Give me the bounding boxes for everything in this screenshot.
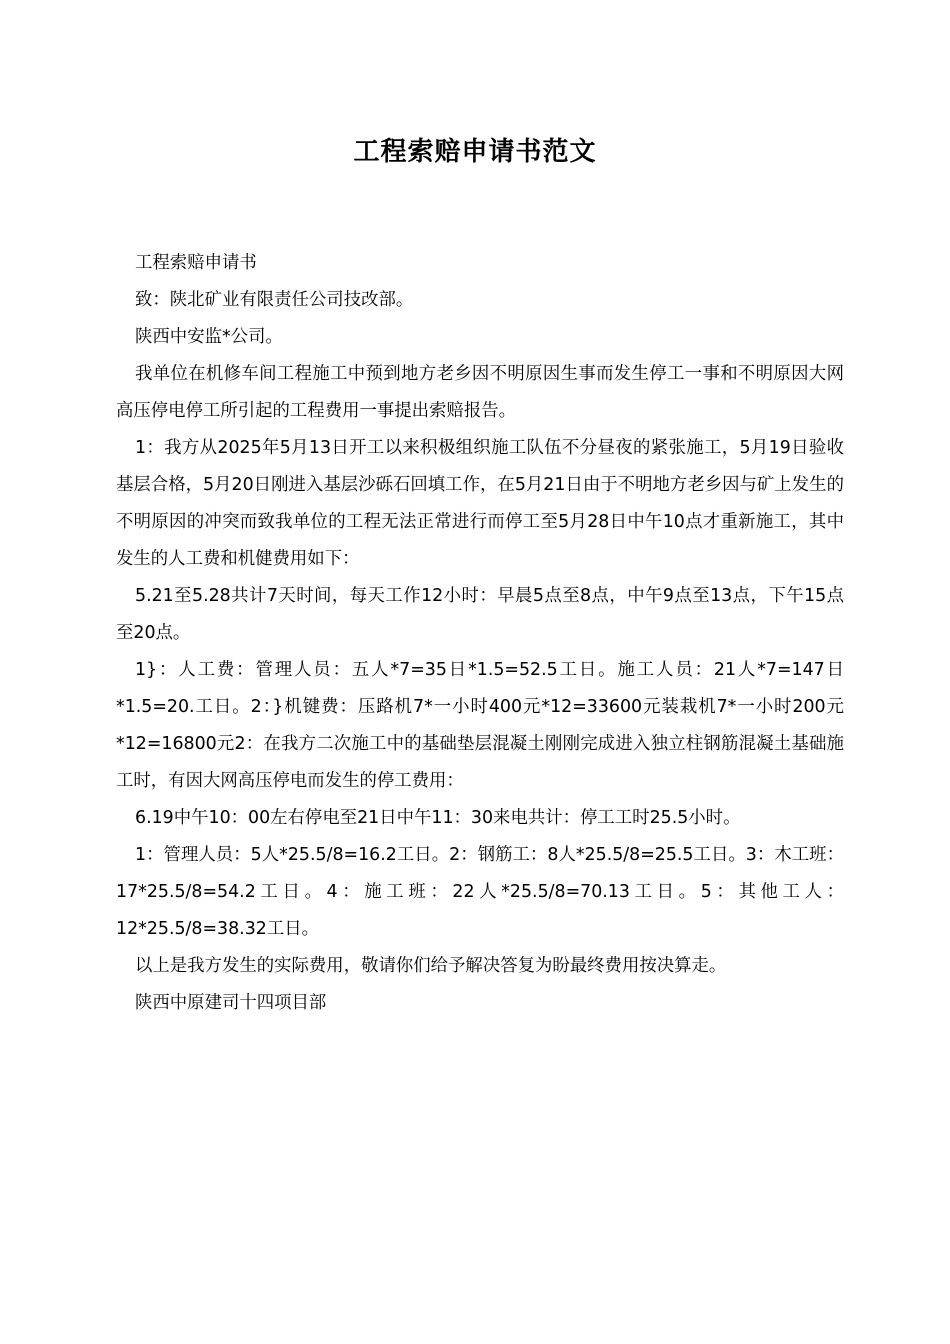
- paragraph-labor-breakdown: 1：管理人员：5人*25.5/8=16.2工日。2：钢筋工：8人*25.5/8=25.5工日。3：木工班：17*25.5/8=54.2工日。4：施工班：22人*25.5/8=70.13工日。5：其他工人：12*25.5/8=38.32工日。: [116, 845, 844, 939]
- document-body: [116, 245, 844, 1022]
- paragraph-claim-1: 1：我方从2025年5月13日开工以来积极组织施工队伍不分昼夜的紧张施工，5月19日验收基层合格，5月20日刚进入基层沙砾石回填工作，在5月21日由于不明地方老乡因与矿上发生的不明原因的冲突而致我单位的工程无法正常进行而停工至5月28日中午10点才重新施工，其中发生的人工费和机健费用如下：: [116, 438, 844, 569]
- paragraph-costs: 1}：人工费：管理人员：五人*7=35日*1.5=52.5工日。施工人员：21人*7=147日*1.5=20.工日。2：}机键费：压路机7*一小时400元*12=33600元装栽机7*一小时200元*12=16800元2：在我方二次施工中的基础垫层混凝土刚刚完成进入独立柱钢筋混凝土基础施工时，有因大网高压停电而发生的停工费用：: [116, 660, 844, 791]
- paragraph-intro: 我单位在机修车间工程施工中预到地方老乡因不明原因生事而发生停工一事和不明原因大网高压停电停工所引起的工程费用一事提出索赔报告。: [116, 364, 844, 421]
- paragraph-work-hours: 5.21至5.28共计7天时间，每天工作12小时：早晨5点至8点，中午9点至13点，下午15点至20点。: [116, 586, 844, 643]
- paragraph-signature: 陕西中原建司十四项目部: [135, 993, 327, 1013]
- paragraph-heading: 工程索赔申请书: [135, 253, 257, 273]
- paragraph-addressee: 致：陕北矿业有限责任公司技改部。: [135, 290, 414, 310]
- paragraph-closing: 以上是我方发生的实际费用，敬请你们给予解决答复为盼最终费用按决算走。: [135, 956, 727, 976]
- paragraph-outage: 6.19中午10：00左右停电至21日中午11：30来电共计：停工工时25.5小时。: [135, 808, 741, 828]
- paragraph-cc: 陕西中安监*公司。: [135, 327, 283, 347]
- document-title: 工程索赔申请书范文: [353, 137, 597, 167]
